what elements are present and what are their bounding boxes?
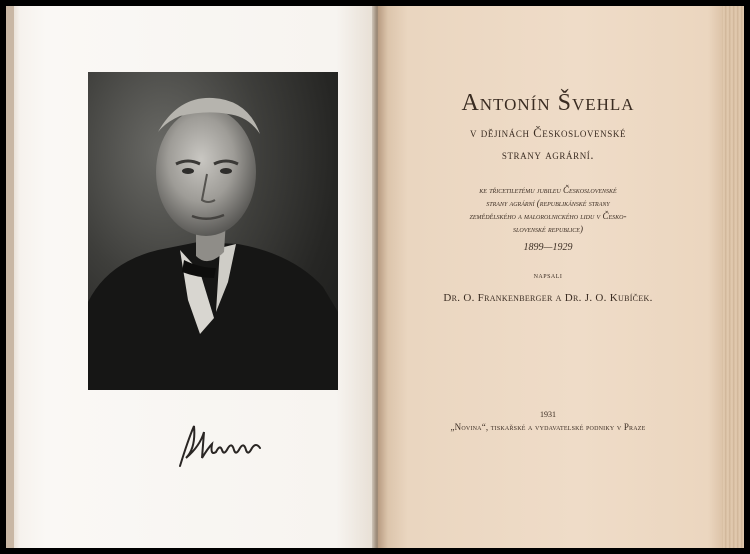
signature <box>176 418 266 473</box>
portrait-photo <box>88 72 338 390</box>
subtitle-line-2: strany agrární. <box>501 148 595 162</box>
description-line: zemědělského a malorolnického lidu v Česko- <box>469 211 627 221</box>
description-line: ke třicetiletému jubileu Československé <box>479 185 617 195</box>
left-page <box>6 6 376 548</box>
portrait-figure <box>88 72 338 390</box>
publisher: „Novina“, tiskařské a vydavatelské podniky v Praze <box>450 422 646 432</box>
description <box>378 184 718 236</box>
title-page <box>378 6 744 548</box>
page-edge <box>6 6 14 548</box>
publication-year: 1931 <box>540 410 556 419</box>
authors-label: napsali <box>533 270 563 280</box>
description-line: slovenské republice) <box>513 224 583 234</box>
year-range: 1899—1929 <box>523 242 573 253</box>
book-title: Antonín Švehla <box>461 90 635 116</box>
subtitle-line-1: v dějinách Československé <box>469 126 627 140</box>
authors: Dr. O. Frankenberger a Dr. J. O. Kubíček. <box>443 292 653 304</box>
page-edges <box>722 6 744 548</box>
book-spread <box>6 6 744 548</box>
description-line: strany agrární (republikánské strany <box>486 198 610 208</box>
